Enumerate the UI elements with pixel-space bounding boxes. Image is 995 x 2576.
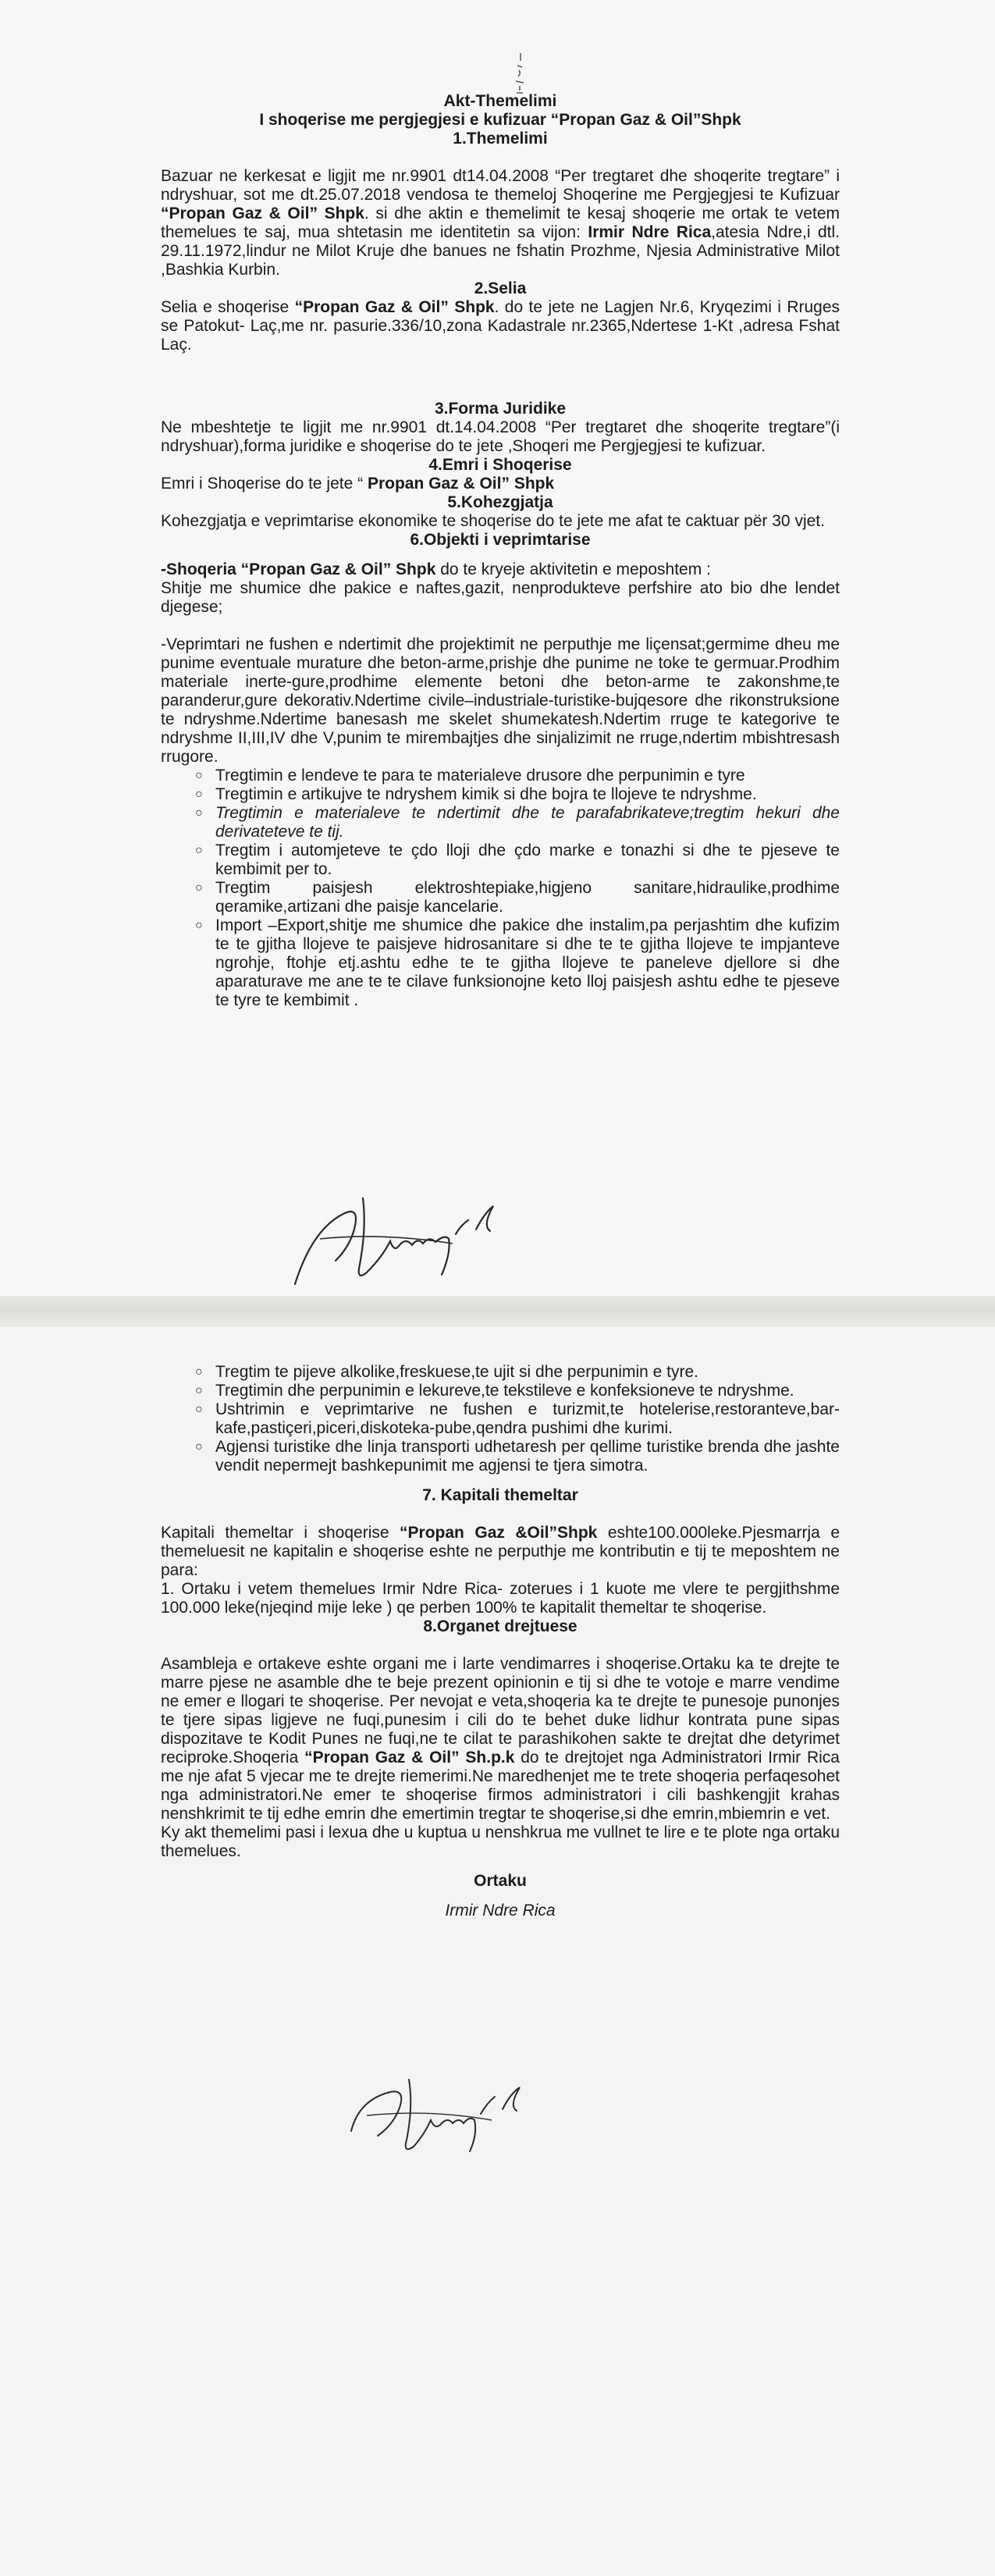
list-item: ○ Tregtim i automjeteve te çdo lloji dhe çdo marke e tonazhi si dhe te pjeseve te kembimit per to. bbox=[195, 841, 840, 879]
page-2-content bbox=[161, 1363, 840, 1920]
document-title: Akt-Themelimi bbox=[443, 92, 557, 110]
list-item: ○ Tregtimin e lendeve te para te materialeve drusore dhe perpunimin e tyre bbox=[195, 767, 840, 785]
list-item: ○ Tregtim paisjesh elektroshtepiake,higjeno sanitare,hidraulike,prodhime qeramike,artizani dhe paisje kancelarie. bbox=[195, 879, 840, 916]
page-fold bbox=[0, 1296, 995, 1327]
list-item: ○ Tregtim te pijeve alkolike,freskuese,te ujit si dhe perpunimin e tyre. bbox=[195, 1363, 840, 1382]
list-item: ○ Agjensi turistike dhe linja transporti udhetaresh per qellime turistike brenda dhe jashte vendit nepermejt bashkepunimit me agjensi te tjera simotra. bbox=[195, 1438, 840, 1475]
activity-list-page-2 bbox=[161, 1363, 840, 1475]
section-7-item-1: 1. Ortaku i vetem themelues Irmir Ndre Rica- zoterues i 1 kuote me vlere te pergjithshme 100.000 leke(njeqind mije leke ) qe perben 100% te kapitalit themeltar te shoqerise. bbox=[161, 1580, 840, 1617]
section-2-heading: 2.Selia bbox=[474, 279, 527, 297]
list-item: ○ Import –Export,shitje me shumice dhe pakice dhe instalim,pa perjashtim dhe kufizim te te gjitha llojeve te paisjeve hidrosanitare si dhe te te gjitha llojeve te impjanteve ngrohje, ftohje etj.ashtu edhe te te gjitha llojeve te paneleve djellore si dhe aparaturave me ane te te cilave funksionojne keto lloj paisjesh ashtu edhe te pjeseve te tyre te kembimit . bbox=[195, 916, 840, 1010]
section-6-intro: -Shoqeria “Propan Gaz & Oil” Shpk do te kryeje aktivitetin e meposhtem : bbox=[161, 560, 711, 578]
signature-role: Ortaku bbox=[474, 1872, 527, 1890]
section-5-text: Kohezgjatja e veprimtarise ekonomike te shoqerise do te jete me afat te caktuar për 30 vjet. bbox=[161, 512, 825, 530]
handwritten-signature-2 bbox=[343, 2069, 546, 2162]
list-item: ○ Tregtimin e materialeve te ndertimit dhe te parafabrikateve;tregtim hekuri dhe derivateteve te tij. bbox=[195, 804, 840, 841]
section-2-text: Selia e shoqerise “Propan Gaz & Oil” Shpk. do te jete ne Lagjen Nr.6, Kryqezimi i Rruges se Patokut- Laç,me nr. pasurie.336/10,zona Kadastrale nr.2365,Ndertese 1-Kt ,adresa Fshat Laç. bbox=[161, 298, 840, 354]
section-4-text: Emri i Shoqerise do te jete “ Propan Gaz & Oil” Shpk bbox=[161, 475, 555, 493]
section-1-heading: 1.Themelimi bbox=[453, 130, 548, 148]
section-7-heading: 7. Kapitali themeltar bbox=[422, 1486, 578, 1504]
section-6-para-2: -Veprimtari ne fushen e ndertimit dhe projektimit ne perputhje me liçensat;germime dheu me punime eventuale murature dhe beton-arme,prishje dhe punime ne toke te germuar.Prodhim materiale inerte-gure,prodhime elemente betoni dhe beton-arme te zakonshme,te paranderur,gure dekorativ.Ndertime civile–industriale-turistike-bujqesore dhe rikonstruksione te ndryshme.Ndertime banesash me skelet shumekatesh.Ndertim rruge te kategorive te ndryshme II,III,IV dhe V,punim te mirembajtjes dhe sinjalizimit ne rruge,ndertim mbishtresash rrugore. bbox=[161, 635, 840, 766]
section-8-heading: 8.Organet drejtuese bbox=[423, 1617, 577, 1635]
signature-name: Irmir Ndre Rica bbox=[445, 1902, 556, 1920]
section-8-text: Asambleja e ortakeve eshte organi me i larte vendimarres i shoqerise.Ortaku ka te drejte te marre pjese ne asamble dhe te beje prezent opinionin e tij si dhe te votoje e marre vendime ne emer e llogari te shoqerise. Per nevojat e veta,shoqeria ka te drejte te punesoje punonjes te tjere sipas ligjeve ne fuqi,punesim i cili do te behet duke lidhur kontrata pune sipas dispozitave te Kodit Punes ne fuqi,ne te cilat te parashikohen sakte te drejtat dhe detyrimet reciproke.Shoqeria “Propan Gaz & Oil” Sh.p.k do te drejtojet nga Administratori Irmir Rica me nje afat 5 vjecar me te drejte riemerimi.Ne maredhenjet me te trete shoqeria perfaqesohet nga administratori.Ne emer te shoqerise firmos administratori i cili bashkengjit krahas nenshkrimit te tij edhe emrin dhe emertimin tregtar te shoqerise,si dhe emrin,mbiemrin e vet. bbox=[161, 1655, 840, 1823]
list-item: ○ Ushtrimin e veprimtarive ne fushen e turizmit,te hotelerise,restoranteve,bar-kafe,pastiçeri,piceri,diskoteka-pube,qendra pushimi dhe kurimi. bbox=[195, 1400, 840, 1438]
list-item: ○ Tregtimin dhe perpunimin e lekureve,te tekstileve e konfeksioneve te ndryshme. bbox=[195, 1382, 840, 1400]
page-1-content bbox=[161, 92, 840, 1010]
section-7-text: Kapitali themeltar i shoqerise “Propan Gaz &Oil”Shpk eshte100.000leke.Pjesmarrja e themeluesit ne kapitalin e shoqerise eshte ne perputhje me kontributin e tij te meposhtem ne para: bbox=[161, 1524, 840, 1579]
section-1-text: Bazuar ne kerkesat e ligjit me nr.9901 dt14.04.2008 “Per tregtaret dhe shoqerite tregtare” i ndryshuar, sot me dt.25.07.2018 vendosa te themeloj Shoqerine me Pergjegjesi te Kufizuar “Propan Gaz & Oil” Shpk. si dhe aktin e themelimit te kesaj shoqerie me ortak te vetem themelues te saj, mua shtetasin me identitetin sa vijon: Irmir Ndre Rica,atesia Ndre,i dtl. 29.11.1972,lindur ne Milot Kruje dhe banues ne fshatin Prozhme, Njesia Administrative Milot ,Bashkia Kurbin. bbox=[161, 167, 840, 279]
section-3-heading: 3.Forma Juridike bbox=[434, 400, 567, 418]
section-8-closing: Ky akt themelimi pasi i lexua dhe u kuptua u nenshkrua me vullnet te lire e te plote nga ortaku themelues. bbox=[161, 1823, 840, 1860]
section-6-para-1: Shitje me shumice dhe pakice e naftes,gazit, nenprodukteve perfshire ato bio dhe lendet djegese; bbox=[161, 579, 840, 616]
activity-list-page-1 bbox=[161, 767, 840, 1010]
stamp-mark bbox=[509, 50, 532, 97]
section-3-text: Ne mbeshtetje te ligjit me nr.9901 dt.14.04.2008 “Per tregtaret dhe shoqerite tregtare”(i ndryshuar),forma juridike e shoqerise do te jete ,Shoqeri me Pergjegjesi te kufizuar. bbox=[161, 418, 840, 455]
section-6-heading: 6.Objekti i veprimtarise bbox=[410, 531, 591, 549]
list-item: ○ Tregtimin e artikujve te ndryshem kimik si dhe bojra te llojeve te ndryshme. bbox=[195, 785, 840, 804]
document-subtitle: I shoqerise me pergjegjesi e kufizuar “Propan Gaz & Oil”Shpk bbox=[259, 111, 741, 129]
document-page-2 bbox=[0, 1327, 995, 2576]
section-4-heading: 4.Emri i Shoqerise bbox=[428, 456, 572, 474]
section-5-heading: 5.Kohezgjatja bbox=[447, 493, 553, 511]
handwritten-signature-1 bbox=[289, 1183, 523, 1292]
